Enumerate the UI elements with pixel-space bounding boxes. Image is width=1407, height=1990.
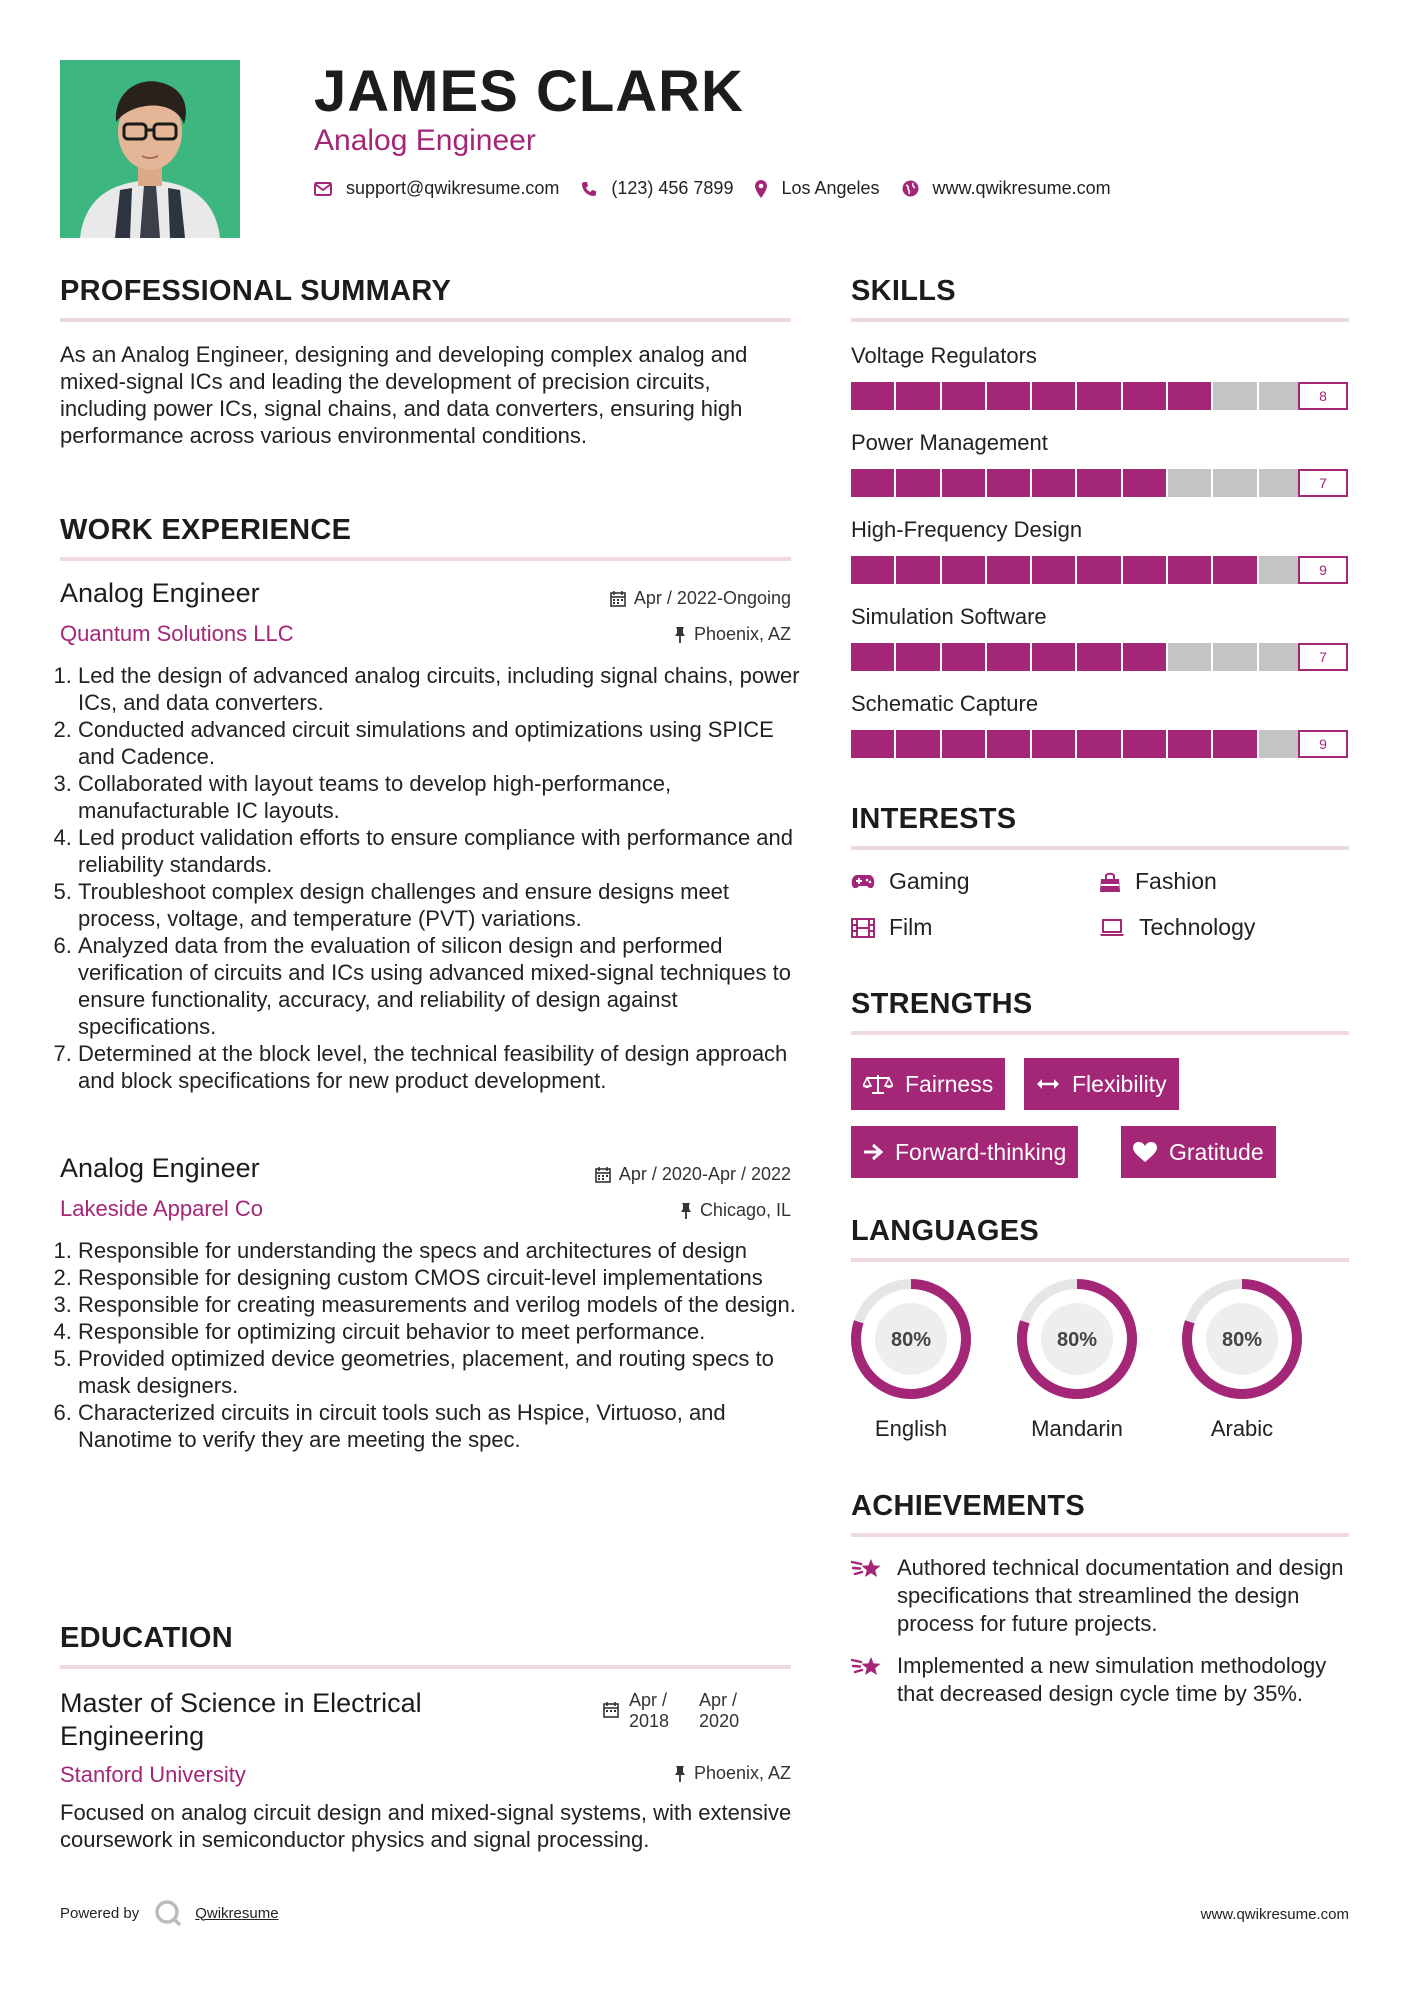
education-location — [674, 1763, 791, 1784]
skill-bar — [851, 469, 1349, 497]
list-item: 7. Determined at the block level, the technical feasibility of design approach and block specifications for new product development. — [78, 1040, 800, 1094]
list-item: 3. Collaborated with layout teams to develop high-performance, manufacturable IC layouts. — [78, 770, 800, 824]
skill-segment-filled — [1077, 556, 1122, 584]
education-dates — [603, 1690, 739, 1732]
strength-chip — [1024, 1058, 1179, 1110]
skill-bar — [851, 643, 1349, 671]
contact-website[interactable] — [902, 178, 1111, 199]
education-divider — [60, 1665, 791, 1669]
skill-segment-filled — [851, 469, 896, 497]
job-1-company: Quantum Solutions LLC — [60, 621, 294, 646]
job-2-dates — [595, 1164, 791, 1185]
language-ring — [849, 1277, 973, 1401]
education-end-year: 2020 — [699, 1711, 740, 1731]
skill-segment-filled — [1123, 382, 1168, 410]
skill-segment-empty — [1213, 643, 1258, 671]
skill-segment-filled — [1032, 382, 1077, 410]
shooting-star-icon — [851, 1556, 885, 1582]
skill-segment-filled — [1032, 643, 1077, 671]
skill-segment-filled — [896, 556, 941, 584]
skill-segment-filled — [987, 730, 1032, 758]
language-progress-ring — [1180, 1277, 1304, 1401]
pushpin-icon — [674, 626, 686, 643]
skill-segment-filled — [851, 382, 896, 410]
skill-segment-filled — [1032, 730, 1077, 758]
list-item: 2. Responsible for designing custom CMOS circuit-level implementations — [78, 1264, 800, 1291]
interest-fashion — [1099, 868, 1217, 895]
skill-name: Voltage Regulators — [851, 343, 1037, 368]
interest-gaming — [851, 868, 970, 895]
skill-segment-filled — [942, 382, 987, 410]
job-1-location-text: Phoenix, AZ — [693, 624, 791, 644]
skill-segment-filled — [1077, 469, 1122, 497]
list-item: 6. Characterized circuits in circuit tools such as Hspice, Virtuoso, and Nanotime to verify they are meeting the spec. — [78, 1399, 800, 1453]
language-percent: 80% — [890, 1329, 932, 1351]
skill-segment-filled — [1213, 556, 1258, 584]
skill-segment-filled — [1077, 643, 1122, 671]
skill-segment-filled — [987, 382, 1032, 410]
skill-segment-empty — [1168, 469, 1213, 497]
language-progress-ring — [849, 1277, 973, 1401]
achievement-text: Implemented a new simulation methodology that decreased design cycle time by 35%. — [897, 1653, 1327, 1706]
skill-level: 7 — [1298, 643, 1348, 671]
shopping-bag-icon — [1099, 871, 1121, 893]
skill-segment-filled — [1123, 643, 1168, 671]
arrows-horizontal-icon — [1036, 1077, 1060, 1091]
email-text: support@qwikresume.com — [346, 178, 560, 198]
job-1-location — [674, 624, 791, 645]
list-item: 3. Responsible for creating measurements and verilog models of the design. — [78, 1291, 800, 1318]
skill-name: Power Management — [851, 430, 1048, 455]
skill-segment-filled — [1032, 469, 1077, 497]
contact-bar — [314, 178, 1133, 199]
list-item: 2. Conducted advanced circuit simulations and optimizations using SPICE and Cadence. — [78, 716, 800, 770]
skill-level: 7 — [1298, 469, 1348, 497]
achievement-text: Authored technical documentation and design specifications that streamlined the design process for future projects. — [897, 1555, 1344, 1636]
list-item: 1. Led the design of advanced analog circuits, including signal chains, power ICs, and data converters. — [78, 662, 800, 716]
job-2-dates-text: Apr / 2020-Apr / 2022 — [618, 1164, 791, 1184]
skill-segment-filled — [1168, 382, 1213, 410]
skill-level: 9 — [1298, 730, 1348, 758]
map-marker-icon — [755, 180, 767, 198]
skill-segment-filled — [1123, 556, 1168, 584]
strength-label: Flexibility — [1072, 1070, 1167, 1097]
calendar-icon — [595, 1167, 611, 1183]
phone-icon — [581, 181, 597, 197]
skill-name: Simulation Software — [851, 604, 1047, 629]
skill-segment-filled — [1123, 469, 1168, 497]
phone-text: (123) 456 7899 — [611, 178, 734, 198]
skill-segment-empty — [1168, 643, 1213, 671]
profile-photo — [60, 60, 240, 238]
skill-segment-filled — [1213, 730, 1258, 758]
list-item: 4. Led product validation efforts to ensure compliance with performance and reliability standards. — [78, 824, 800, 878]
skill-segment-filled — [942, 469, 987, 497]
skill-level: 8 — [1298, 382, 1348, 410]
calendar-icon — [603, 1702, 619, 1718]
skill-segment-filled — [1077, 730, 1122, 758]
film-icon — [851, 918, 875, 938]
skill-segment-filled — [942, 556, 987, 584]
list-item: 4. Responsible for optimizing circuit behavior to meet performance. — [78, 1318, 800, 1345]
education-description: Focused on analog circuit design and mixed-signal systems, with extensive coursework in semiconductor physics and signal processing. — [60, 1800, 792, 1852]
strengths-divider — [851, 1031, 1349, 1035]
skill-segment-filled — [896, 469, 941, 497]
skill-segment-filled — [896, 382, 941, 410]
envelope-icon — [314, 182, 332, 196]
job-2-company: Lakeside Apparel Co — [60, 1196, 264, 1221]
interests-heading: INTERESTS — [851, 803, 1017, 835]
language-progress-ring — [1015, 1277, 1139, 1401]
interest-label: Technology — [1139, 914, 1256, 940]
education-end-label: Apr / — [699, 1690, 738, 1710]
strength-label: Fairness — [905, 1070, 994, 1097]
contact-email[interactable] — [314, 178, 559, 199]
skill-name: Schematic Capture — [851, 691, 1039, 716]
skill-segment-filled — [1077, 382, 1122, 410]
education-location-text: Phoenix, AZ — [693, 1763, 791, 1783]
school-name: Stanford University — [60, 1762, 246, 1787]
contact-location — [755, 178, 879, 199]
job-1-bullets — [60, 662, 800, 1094]
website-text: www.qwikresume.com — [932, 178, 1111, 198]
experience-divider — [60, 557, 791, 561]
balance-scale-icon — [863, 1073, 893, 1095]
shooting-star-icon — [851, 1654, 885, 1680]
candidate-role: Analog Engineer — [314, 124, 536, 157]
laptop-icon — [1099, 919, 1125, 937]
heart-icon — [1133, 1142, 1157, 1163]
achievements-divider — [851, 1533, 1349, 1537]
achievement-item — [851, 1652, 1351, 1708]
language-ring — [1015, 1277, 1139, 1401]
summary-text: As an Analog Engineer, designing and developing complex analog and mixed-signal ICs and leading the development of precision circuits, including power ICs, signal chains, and data converters, ensuring high performance across various environmental conditions. — [60, 342, 748, 448]
footer-powered-by — [60, 1898, 279, 1928]
candidate-name: JAMES CLARK — [314, 59, 744, 124]
achievement-item — [851, 1554, 1351, 1638]
education-start-year: 2018 — [629, 1711, 670, 1731]
footer-website[interactable]: www.qwikresume.com — [1200, 1906, 1349, 1923]
interest-label: Fashion — [1135, 868, 1217, 894]
list-item: 1. Responsible for understanding the specs and architectures of design — [78, 1237, 800, 1264]
interest-technology — [1099, 914, 1255, 941]
brand-link[interactable]: Qwikresume — [195, 1904, 279, 1922]
pushpin-icon — [680, 1202, 692, 1219]
interest-label: Gaming — [889, 868, 970, 894]
skill-segment-filled — [851, 643, 896, 671]
language-name: Mandarin — [1031, 1416, 1123, 1441]
skills-heading: SKILLS — [851, 275, 956, 307]
list-item: 6. Analyzed data from the evaluation of silicon design and performed verification of circuits and ICs using advanced mixed-signal techniques to ensure functionality, accuracy, and reliability of design against specifications. — [78, 932, 800, 1040]
skill-segment-filled — [896, 730, 941, 758]
globe-icon — [902, 180, 919, 197]
achievements-heading: ACHIEVEMENTS — [851, 1490, 1086, 1522]
skill-segment-filled — [851, 556, 896, 584]
job-2-location — [680, 1200, 791, 1221]
strengths-heading: STRENGTHS — [851, 988, 1033, 1020]
strength-chip — [851, 1126, 1078, 1178]
location-text: Los Angeles — [781, 178, 880, 198]
skill-segment-filled — [987, 643, 1032, 671]
skill-bar — [851, 382, 1349, 410]
list-item: 5. Provided optimized device geometries, placement, and routing specs to mask designers. — [78, 1345, 800, 1399]
skill-segment-filled — [1032, 556, 1077, 584]
skill-segment-empty — [1213, 382, 1258, 410]
skill-segment-empty — [1213, 469, 1258, 497]
experience-heading: WORK EXPERIENCE — [60, 514, 352, 546]
interest-film — [851, 914, 932, 941]
education-start-label: Apr / — [629, 1690, 668, 1710]
job-1-dates — [610, 588, 791, 609]
contact-phone[interactable] — [581, 178, 733, 199]
job-2-location-text: Chicago, IL — [699, 1200, 791, 1220]
summary-heading: PROFESSIONAL SUMMARY — [60, 275, 452, 307]
strength-chip — [851, 1058, 1005, 1110]
skill-segment-filled — [1168, 556, 1213, 584]
skill-segment-filled — [896, 643, 941, 671]
skill-bar — [851, 556, 1349, 584]
skill-bar — [851, 730, 1349, 758]
strength-chip — [1121, 1126, 1276, 1178]
summary-divider — [60, 318, 791, 322]
degree-title: Master of Science in Electrical Engineering — [60, 1688, 422, 1751]
skill-segment-filled — [851, 730, 896, 758]
gamepad-icon — [851, 874, 875, 890]
skill-segment-filled — [1168, 730, 1213, 758]
language-name: English — [874, 1416, 948, 1441]
language-percent: 80% — [1056, 1329, 1098, 1351]
powered-by-text: Powered by — [60, 1904, 140, 1922]
strength-label: Gratitude — [1169, 1138, 1264, 1165]
language-name: Arabic — [1210, 1416, 1274, 1441]
interest-label: Film — [889, 914, 933, 940]
job-1-title: Analog Engineer — [60, 578, 260, 608]
job-1-dates-text: Apr / 2022-Ongoing — [633, 588, 791, 608]
skill-level: 9 — [1298, 556, 1348, 584]
job-2-title: Analog Engineer — [60, 1153, 260, 1183]
pushpin-icon — [674, 1765, 686, 1782]
languages-heading: LANGUAGES — [851, 1215, 1039, 1247]
job-2-bullets — [60, 1237, 800, 1453]
skill-segment-filled — [987, 556, 1032, 584]
skill-segment-filled — [1123, 730, 1168, 758]
skill-segment-filled — [987, 469, 1032, 497]
calendar-icon — [610, 591, 626, 607]
language-percent: 80% — [1221, 1329, 1263, 1351]
arrow-right-icon — [863, 1143, 883, 1161]
skill-name: High-Frequency Design — [851, 517, 1083, 542]
skill-segment-filled — [942, 643, 987, 671]
skill-segment-filled — [942, 730, 987, 758]
skills-divider — [851, 318, 1349, 322]
language-ring — [1180, 1277, 1304, 1401]
qwikresume-logo-icon — [153, 1898, 183, 1928]
list-item: 5. Troubleshoot complex design challenges and ensure designs meet process, voltage, and temperature (PVT) variations. — [78, 878, 800, 932]
interests-divider — [851, 846, 1349, 850]
education-heading: EDUCATION — [60, 1622, 233, 1654]
languages-divider — [851, 1258, 1349, 1262]
strength-label: Forward-thinking — [895, 1138, 1067, 1165]
